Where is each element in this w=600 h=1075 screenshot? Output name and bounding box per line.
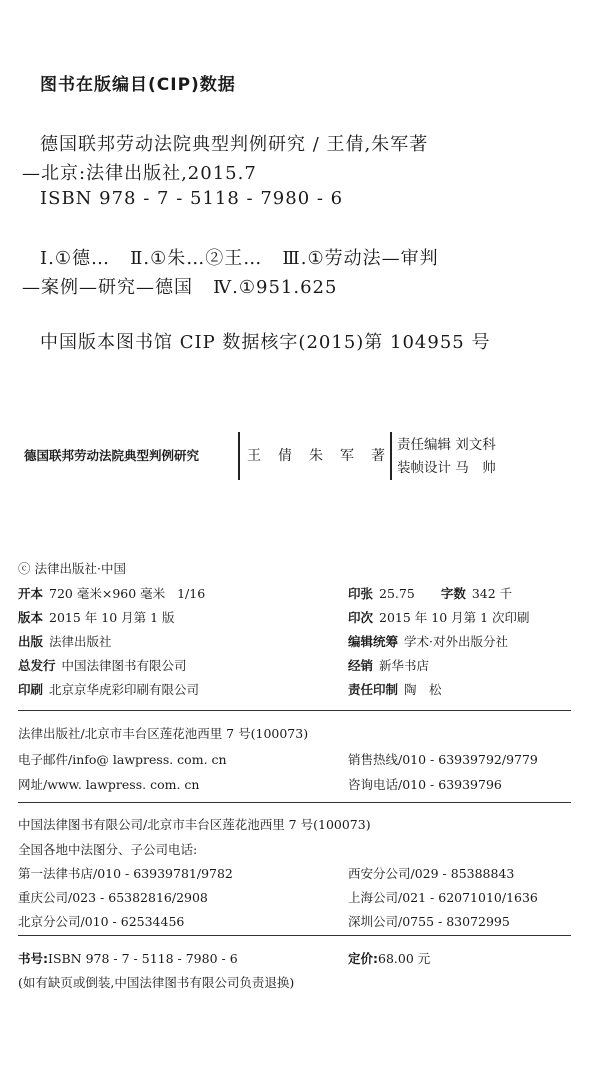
branch-phone: 北京分公司/010 - 62534456	[18, 914, 185, 929]
publisher-website: 网址/www. lawpress. com. cn	[18, 777, 200, 792]
author-char: 朱	[309, 448, 323, 464]
editor-value: 刘文科	[455, 437, 496, 453]
branch-phone: 上海公司/021 - 62071010/1636	[348, 890, 538, 905]
spec-distributor: 总发行 中国法律图书有限公司	[18, 658, 187, 673]
cip-classification-line-2: —案例—研究—德国 Ⅳ.①951.625	[22, 277, 338, 298]
copyright-line: ⓒ 法律出版社·中国	[18, 561, 126, 576]
publisher-sales-hotline: 销售热线/010 - 63939792/9779	[348, 752, 538, 767]
designer-label: 装帧设计	[397, 460, 451, 476]
author-char: 军	[340, 448, 354, 464]
cip-title-line: 德国联邦劳动法院典型判例研究 / 王倩,朱军著	[40, 134, 429, 155]
spec-format: 开本 720 毫米×960 毫米 1/16	[18, 586, 206, 601]
price-line: 定价:68.00 元	[348, 951, 431, 966]
strip-book-title: 德国联邦劳动法院典型判例研究	[24, 448, 200, 463]
spec-publisher: 出版 法律出版社	[18, 634, 112, 649]
publisher-email: 电子邮件/info@ lawpress. com. cn	[18, 752, 227, 767]
cip-verification-line: 中国版本图书馆 CIP 数据核字(2015)第 104955 号	[40, 332, 491, 353]
cip-heading: 图书在版编目(CIP)数据	[40, 75, 236, 95]
distributor-intro: 全国各地中法图分、子公司电话:	[18, 842, 198, 857]
strip-authors	[247, 445, 385, 465]
branch-phone: 深圳公司/0755 - 83072995	[348, 914, 510, 929]
spec-edition: 版本 2015 年 10 月第 1 版	[18, 610, 175, 625]
author-char: 倩	[278, 448, 292, 464]
isbn-line: 书号:ISBN 978 - 7 - 5118 - 7980 - 6	[18, 951, 238, 966]
return-note: (如有缺页或倒装,中国法律图书有限公司负责退换)	[18, 975, 295, 990]
author-char: 王	[247, 448, 261, 464]
editor-label: 责任编辑	[397, 437, 451, 453]
publisher-consult-phone: 咨询电话/010 - 63939796	[348, 777, 502, 792]
spec-print-run: 印次 2015 年 10 月第 1 次印刷	[348, 610, 530, 625]
strip-editor	[397, 433, 496, 453]
strip-designer	[397, 456, 496, 476]
cip-publisher-line: —北京:法律出版社,2015.7	[22, 163, 257, 184]
author-char: 著	[371, 448, 385, 464]
strip-divider	[390, 432, 392, 480]
spec-print-manager: 责任印制 陶 松	[348, 682, 442, 697]
divider	[18, 802, 571, 803]
cip-isbn-line: ISBN 978 - 7 - 5118 - 7980 - 6	[40, 188, 344, 209]
branch-phone: 第一法律书店/010 - 63939781/9782	[18, 866, 233, 881]
spec-retailer: 经销 新华书店	[348, 658, 430, 673]
spec-editorial: 编辑统筹 学术·对外出版分社	[348, 634, 508, 649]
branch-phone: 西安分公司/029 - 85388843	[348, 866, 515, 881]
designer-value: 马 帅	[455, 460, 496, 476]
spec-printer: 印刷 北京京华虎彩印刷有限公司	[18, 682, 200, 697]
divider	[18, 710, 571, 711]
branch-phone: 重庆公司/023 - 65382816/2908	[18, 890, 208, 905]
cip-classification-line: Ⅰ.①德… Ⅱ.①朱…②王… Ⅲ.①劳动法—审判	[40, 248, 439, 269]
spec-sheets: 印张 25.75 字数 342 千	[348, 586, 513, 601]
distributor-address: 中国法律图书有限公司/北京市丰台区莲花池西里 7 号(100073)	[18, 817, 371, 832]
publisher-address: 法律出版社/北京市丰台区莲花池西里 7 号(100073)	[18, 726, 309, 741]
strip-divider	[238, 432, 240, 480]
divider	[18, 935, 571, 936]
